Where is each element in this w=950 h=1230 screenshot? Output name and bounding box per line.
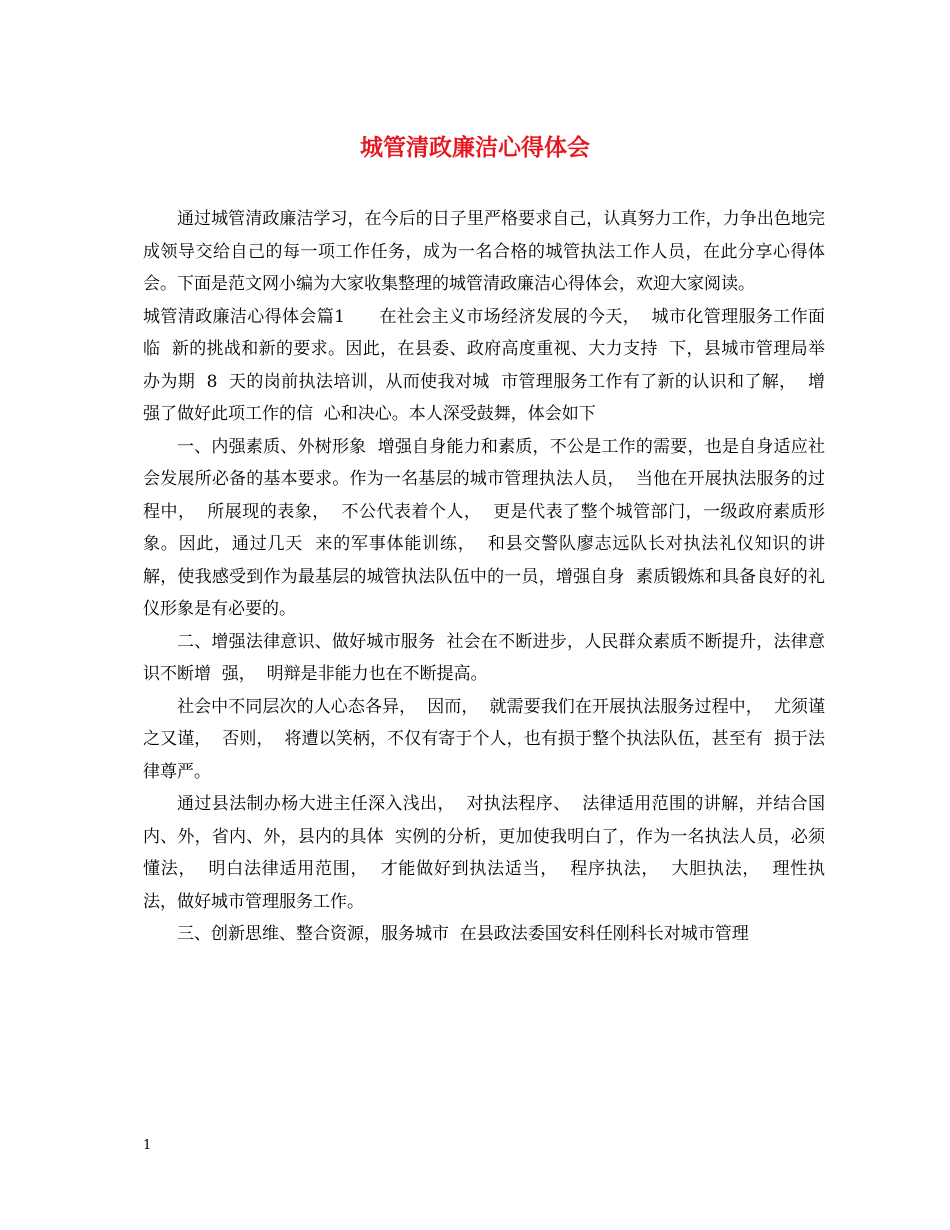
body-paragraph: 通过城管清政廉洁学习，在今后的日子里严格要求自己，认真努力工作，力争出色地完成领导交给自己的每一项工作任务，成为一名合格的城管执法工作人员，在此分享心得体会。下面是范文网小编为大家收集整理的城管清政廉洁心得体会，欢迎大家阅读。 — [143, 209, 825, 294]
body-paragraph: 三、创新思维、整合资源，服务城市 在县政法委国安科任刚科长对城市管理 — [177, 924, 749, 944]
body-paragraph: 二、增强法律意识、做好城市服务 社会在不断进步，人民群众素质不断提升，法律意识不断增 强， 明辩是非能力也在不断提高。 — [143, 631, 825, 684]
document-title: 城管清政廉洁心得体会 — [360, 134, 590, 161]
body-paragraph: 通过县法制办杨大进主任深入浅出， 对执法程序、 法律适用范围的讲解，并结合国内、外，省内、外，县内的具体 实例的分析，更加使我明白了，作为一名执法人员，必须懂法， 明白法律适用范围， 才能做好到执法适当， 程序执法， 大胆执法， 理性执法，做好城市管理服务工作。 — [143, 794, 825, 912]
body-paragraph: 城管清政廉洁心得体会篇1 在社会主义市场经济发展的今天， 城市化管理服务工作面临 新的挑战和新的要求。因此，在县委、政府高度重视、大力支持 下，县城市管理局举办为期 8 天的岗前执法培训，从而使我对城 市管理服务工作有了新的认识和了解， 增强了做好此项工作的信 心和决心。本人深受鼓舞，体会如下 — [143, 306, 825, 424]
document-body — [143, 203, 836, 951]
page-number: 1 — [143, 1138, 152, 1153]
body-paragraph: 一、内强素质、外树形象 增强自身能力和素质，不公是工作的需要，也是自身适应社 会发展所必备的基本要求。作为一名基层的城市管理执法人员， 当他在开展执法服务的过程中， 所展现的表象， 不公代表着个人， 更是代表了整个城管部门，一级政府素质形象。因此，通过几天 来的军事体能训练， 和县交警队廖志远队长对执法礼仪知识的讲 解，使我感受到作为最基层的城管执法队伍中的一员，增强自身 素质锻炼和具备良好的礼仪形象是有必要的。 — [143, 436, 836, 619]
body-paragraph: 社会中不同层次的人心态各异， 因而， 就需要我们在开展执法服务过程中， 尤须谨之又谨， 否则， 将遭以笑柄，不仅有寄于个人，也有损于整个执法队伍，甚至有 损于法律尊严。 — [143, 696, 825, 782]
